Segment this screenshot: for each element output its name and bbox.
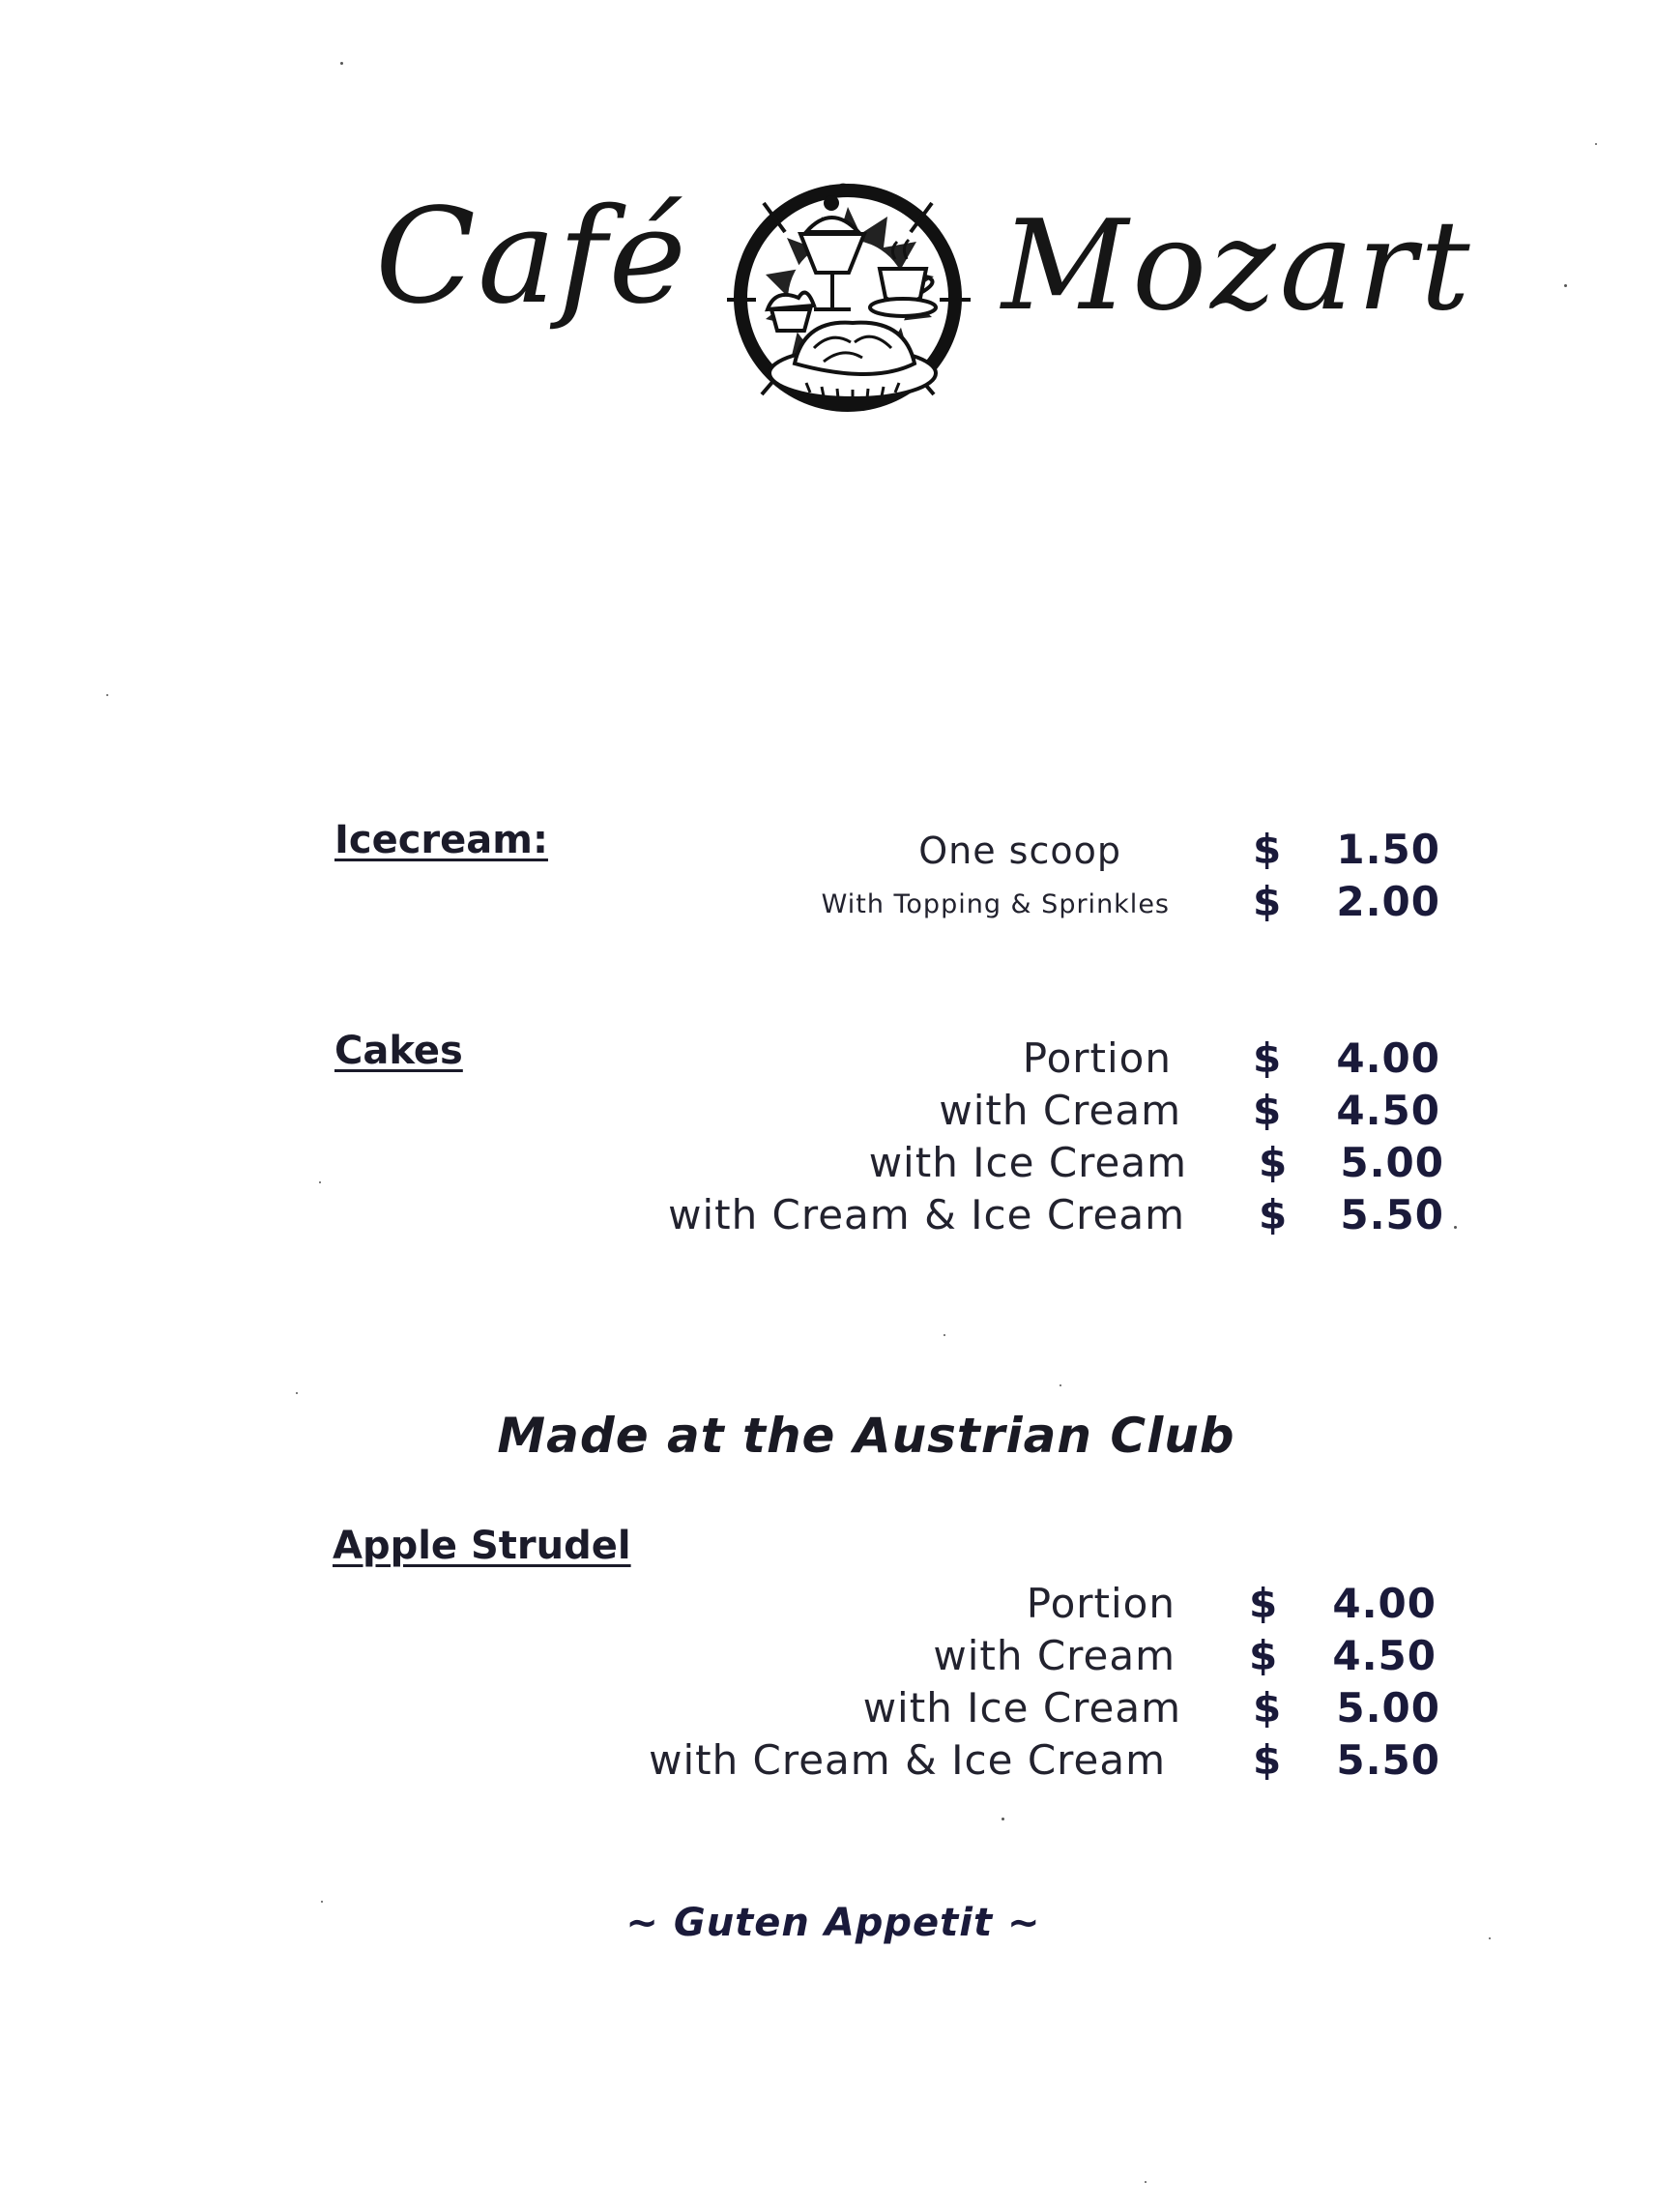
menu-item-label: with Cream [939, 1087, 1181, 1134]
section-subheading: Made at the Austrian Club [497, 1408, 1235, 1464]
menu-item-label: With Topping & Sprinkles [821, 889, 1170, 919]
brand-name-right: Mozart [1002, 194, 1474, 338]
menu-item-price: 4.00 [1336, 1034, 1440, 1082]
menu-item-row [0, 878, 1655, 932]
menu-item-currency: $ [1253, 1034, 1282, 1082]
menu-item-label: One scoop [918, 830, 1121, 872]
menu-item-row [0, 1191, 1655, 1245]
menu-item-row [0, 1139, 1655, 1193]
menu-item-price: 1.50 [1336, 826, 1440, 873]
menu-item-price: 5.00 [1336, 1684, 1440, 1732]
menu-item-row [0, 1580, 1655, 1634]
section-title-cakes: Cakes [334, 1029, 463, 1073]
menu-item-label: with Cream [933, 1632, 1176, 1679]
menu-item-price: 5.00 [1340, 1139, 1444, 1186]
menu-item-row [0, 826, 1655, 880]
menu-item-label: with Ice Cream [862, 1684, 1181, 1732]
menu-item-row [0, 1736, 1655, 1790]
menu-item-price: 4.50 [1332, 1632, 1437, 1679]
menu-item-price: 2.00 [1336, 878, 1440, 925]
menu-item-label: Portion [1026, 1580, 1176, 1627]
menu-item-row [0, 1034, 1655, 1089]
menu-item-currency: $ [1253, 1684, 1282, 1732]
menu-item-price: 4.00 [1332, 1580, 1437, 1627]
brand-name-left: Café [375, 181, 688, 334]
menu-item-currency: $ [1249, 1632, 1278, 1679]
menu-item-currency: $ [1249, 1580, 1278, 1627]
menu-item-currency: $ [1259, 1191, 1288, 1238]
menu-item-label: with Cream & Ice Cream [649, 1736, 1166, 1784]
section-title-apple-strudel: Apple Strudel [333, 1524, 631, 1568]
menu-item-label: with Cream & Ice Cream [668, 1191, 1185, 1238]
section-title-icecream: Icecream: [334, 818, 548, 862]
menu-item-currency: $ [1253, 826, 1282, 873]
menu-item-currency: $ [1253, 1736, 1282, 1784]
menu-item-currency: $ [1253, 878, 1282, 925]
menu-item-price: 5.50 [1336, 1736, 1440, 1784]
menu-item-row [0, 1632, 1655, 1686]
menu-item-label: Portion [1022, 1034, 1172, 1082]
menu-item-price: 4.50 [1336, 1087, 1440, 1134]
menu-item-currency: $ [1253, 1087, 1282, 1134]
closing-message: ~ Guten Appetit ~ [625, 1901, 1041, 1945]
cafe-pastry-emblem-icon [717, 164, 978, 425]
menu-item-currency: $ [1259, 1139, 1288, 1186]
menu-item-row [0, 1087, 1655, 1141]
menu-item-label: with Ice Cream [868, 1139, 1187, 1186]
menu-item-price: 5.50 [1340, 1191, 1444, 1238]
menu-item-row [0, 1684, 1655, 1738]
